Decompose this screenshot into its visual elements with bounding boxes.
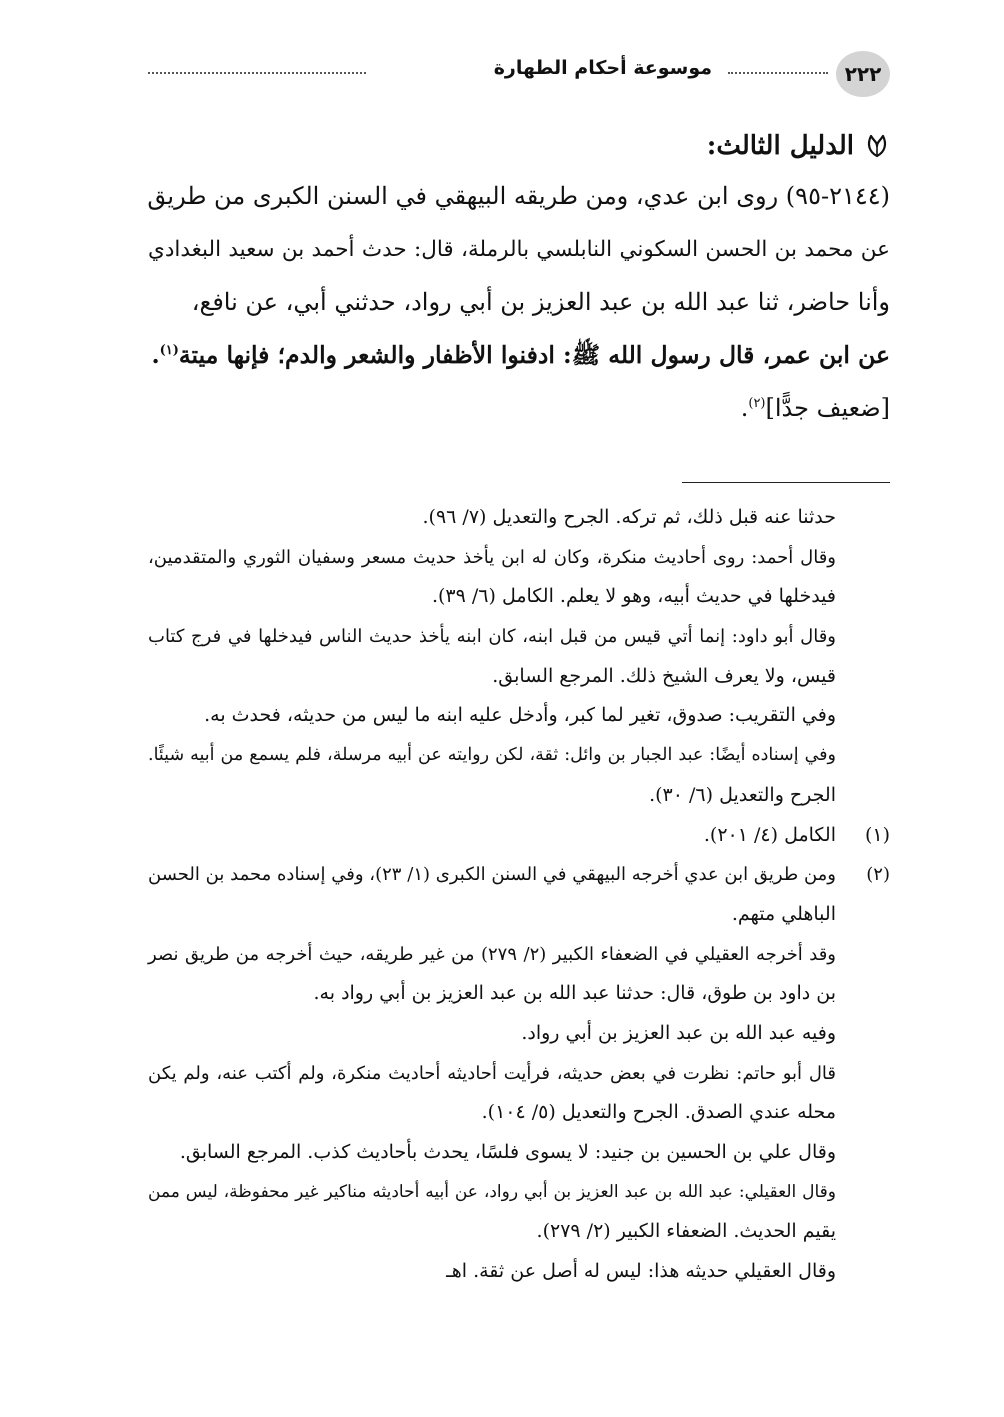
footnote-line: بن داود بن طوق، قال: حدثنا عبد الله بن عبد العزيز بن أبي رواد به. [313,982,836,1005]
heading-text: الدليل الثالث: [706,131,854,161]
page-number: ٢٢٢ [836,51,890,97]
footnote-ref-1[interactable]: (١) [159,343,179,359]
leaf-ornament-icon [864,133,890,159]
footnote-line: وفيه عبد الله بن عبد العزيز بن أبي رواد. [521,1021,836,1044]
footnote-1-text: الكامل (٤/ ٢٠١). [703,823,836,846]
footnote-line: وقال أبو داود: إنما أتي قيس من قبل ابنه، كان ابنه يأخذ حديث الناس فيدخلها في فرج كتاب [148,626,836,648]
footnote-line: وقال العقيلي حديثه هذا: ليس له أصل عن ثقة. اهـ [446,1260,836,1283]
footnote-2-number: (٢) [866,864,890,886]
footnote-line: قيس، ولا يعرف الشيخ ذلك. المرجع السابق. [492,664,836,687]
body-line: (٢١٤٤-٩٥) روى ابن عدي، ومن طريقه البيهقي في السنن الكبرى من طريق [147,182,890,210]
footnote-line: وقال العقيلي: عبد الله بن عبد العزيز بن أبي رواد، عن أبيه أحاديثه مناكير غير محفوظة، ليس ممن [148,1181,836,1202]
footnote-line: الجرح والتعديل (٦/ ٣٠). [649,783,836,806]
section-heading [148,122,890,170]
hadith-text [148,329,890,382]
footnote-line: فيدخلها في حديث أبيه، وهو لا يعلم. الكامل (٦/ ٣٩). [431,585,836,608]
footnote-line: الباهلي متهم. [731,902,836,925]
body-line: عن محمد بن الحسن السكوني النابلسي بالرملة، قال: حدث أحمد بن سعيد البغدادي [148,237,890,262]
footnote-1 [148,816,890,856]
footnote-line: يقيم الحديث. الضعفاء الكبير (٢/ ٢٧٩). [536,1220,836,1243]
hadith-body: عن ابن عمر، قال رسول الله ﷺ: ادفنوا الأظفار والشعر والدم؛ فإنها ميتة [178,341,890,369]
footnote-line: وفي التقريب: صدوق، تغير لما كبر، وأدخل عليه ابنه ما ليس من حديثه، فحدث به. [204,704,836,727]
body-line: وأنا حاضر، ثنا عبد الله بن عبد العزيز بن أبي رواد، حدثني أبي، عن نافع، [191,288,890,316]
grade-end: . [740,394,749,422]
book-title: موسوعة أحكام الطهارة [493,57,712,79]
header-dotted-rule-right [728,72,828,74]
grade-text: [ضعيف جدًّا] [765,394,890,422]
header-dotted-rule-left [148,72,366,74]
main-text [148,122,890,435]
footnote-line: وقد أخرجه العقيلي في الضعفاء الكبير (٢/ ٢٧٩) من غير طريقه، حيث أخرجه من طريق نصر [148,943,836,965]
footnote-1-number: (١) [864,823,890,846]
footnote-separator [682,482,890,483]
footnote-ref-2[interactable]: (٢) [748,396,766,411]
footnote-2 [148,855,890,895]
footnote-2-text: ومن طريق ابن عدي أخرجه البيهقي في السنن الكبرى (١/ ٢٣)، وفي إسناده محمد بن الحسن [148,864,836,886]
footnote-line: محله عندي الصدق. الجرح والتعديل (٥/ ١٠٤). [481,1101,836,1124]
footnotes [148,498,890,1292]
footnote-line: قال أبو حاتم: نظرت في بعض حديثه، فرأيت أحاديثه أحاديث منكرة، ولم أكتب عنه، ولم يكن [148,1062,836,1084]
footnote-line: حدثنا عنه قبل ذلك، ثم تركه. الجرح والتعديل (٧/ ٩٦). [422,506,836,528]
hadith-end: . [151,341,160,369]
footnote-line: وفي إسناده أيضًا: عبد الجبار بن وائل: ثقة، لكن روايته عن أبيه مرسلة، فلم يسمع من أبيه شيئًا. [148,745,836,766]
footnote-line: وقال أحمد: روى أحاديث منكرة، وكان له ابن يأخذ حديث مسعر وسفيان الثوري والمتقدمين، [148,546,836,568]
footnote-line: وقال علي بن الحسين بن جنيد: لا يسوى فلسًا، يحدث بأحاديث كذب. المرجع السابق. [179,1141,836,1163]
page-header [148,48,890,100]
hadith-grade [148,382,890,435]
